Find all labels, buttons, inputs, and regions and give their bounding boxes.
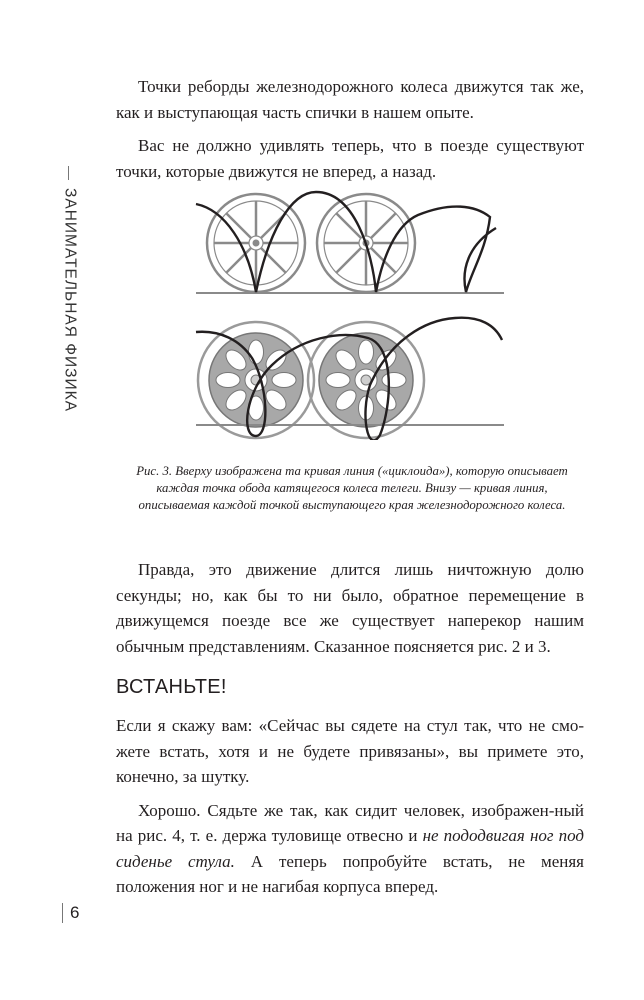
after-paragraph-1: Правда, это движение длится лишь ничтожную долю секунды; но, как бы то ни было, обратное перемещение в движущемся поезде все же существует наперекор нашим обычным представлениям. Сказанное поясняется рис. 2 и 3. xyxy=(116,560,584,656)
section-paragraph-2 xyxy=(116,798,584,900)
side-rule xyxy=(68,166,69,180)
intro-text xyxy=(116,74,584,184)
rail-wheel-1 xyxy=(198,322,314,438)
section-paragraph-2-start: Хорошо. Сядьте же так, как сидит человек, изображен-ный на рис. 4, т. е. держа туловище отвесно и xyxy=(116,800,584,845)
section-paragraph-1: Если я скажу вам: «Сейчас вы сядете на стул так, что не смо-жете встать, хотя и не будете привязаны», вы примете это, конечно, за шутку. xyxy=(116,716,584,786)
section-heading: ВСТАНЬТЕ! xyxy=(116,676,227,698)
section-paragraph-2-emphasis: не пододвигая ног под сиденье стула. xyxy=(116,826,584,871)
running-head: ЗАНИМАТЕЛЬНАЯ ФИЗИКА xyxy=(61,188,79,413)
section-text xyxy=(116,713,584,900)
cart-wheel-1 xyxy=(207,194,305,292)
intro-paragraph-2: Вас не должно удивлять теперь, что в поезде существуют точки, которые движутся не вперед, а назад. xyxy=(116,136,584,181)
figure-caption: Рис. 3. Вверху изображена та кривая линия («циклоида»), которую описывает каждая точка обода катящегося колеса телеги. Внизу — кривая линия, описываемая каждой точкой выступающего края железнодорожного колеса. xyxy=(136,464,568,512)
after-figure-text xyxy=(116,557,584,659)
section-paragraph-2-end: А теперь попробуйте встать, не меняя положения ног и не нагибая корпуса вперед. xyxy=(116,851,584,896)
intro-paragraph-1: Точки реборды железнодорожного колеса движутся так же, как и выступающая часть спички в нашем опыте. xyxy=(116,77,584,122)
page-number: 6 xyxy=(70,903,80,922)
page-number-rule xyxy=(62,903,63,923)
figure-cycloid xyxy=(190,190,510,440)
